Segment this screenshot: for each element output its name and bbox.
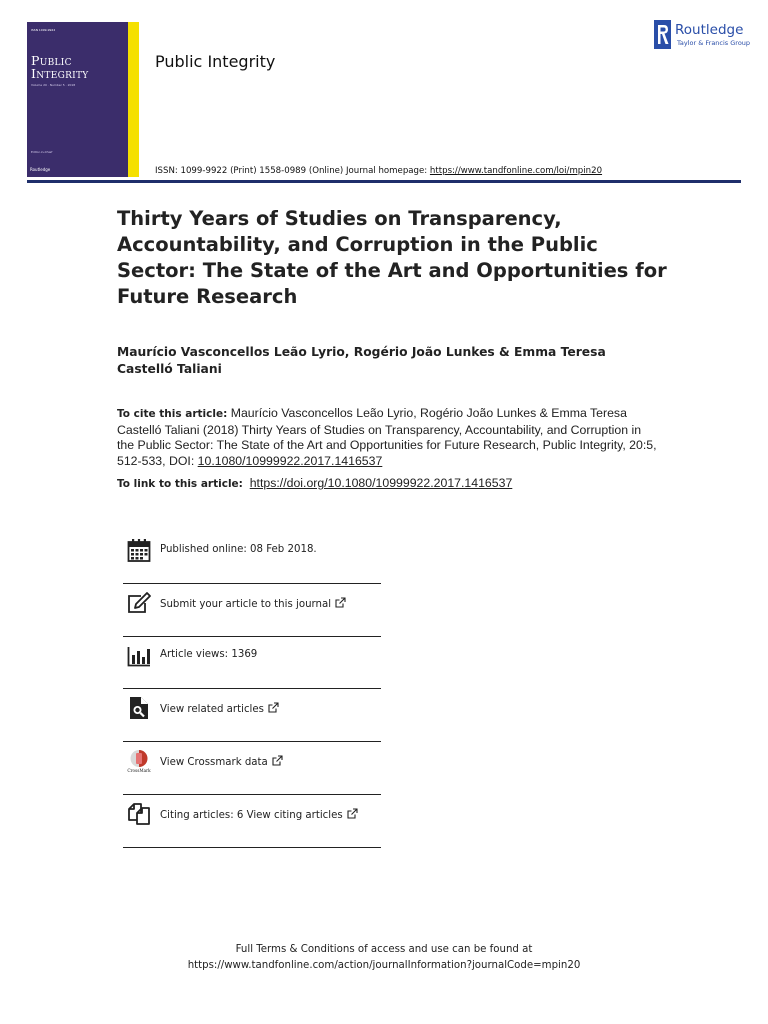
footer-terms-link[interactable]: https://www.tandfonline.com/action/journalInformation?journalCode=mpin20 xyxy=(187,960,581,971)
crossmark-logo-text: CrossMark xyxy=(127,768,151,773)
cover-title xyxy=(31,54,126,80)
crossmark-label: View Crossmark data xyxy=(160,757,268,768)
edit-icon xyxy=(127,591,151,615)
cover-top-text: ISSN 1099-9922 xyxy=(31,28,56,32)
cover-publisher-logo: Routledge xyxy=(30,167,51,172)
cover-sub-text: Volume 20 · Number 5 · 2018 xyxy=(31,83,76,87)
citing-articles-label: Citing articles: 6 View citing articles xyxy=(160,810,343,821)
related-articles-label: View related articles xyxy=(160,704,264,715)
issn-text: ISSN: 1099-9922 (Print) 1558-0989 (Online) Journal homepage: xyxy=(155,166,430,176)
article-title: Thirty Years of Studies on Transparency, Accountability, and Corruption in the Public Sector: The State of the Art and Opportunities for Future Research xyxy=(117,207,667,308)
article-views: Article views: 1369 xyxy=(160,649,258,660)
row-divider xyxy=(123,741,381,742)
views-row xyxy=(123,637,381,689)
citation-block xyxy=(117,406,657,469)
cover-editor-text: Editor-in-Chief xyxy=(31,150,53,154)
article-authors: Maurício Vasconcellos Leão Lyrio, Rogério João Lunkes & Emma Teresa Castelló Taliani xyxy=(117,345,606,376)
crossmark-link[interactable] xyxy=(160,755,283,768)
submit-article-label: Submit your article to this journal xyxy=(160,599,332,610)
cite-doi-link[interactable]: 10.1080/10999922.2017.1416537 xyxy=(197,453,383,468)
cover-title-line1: Public xyxy=(31,53,72,68)
published-row xyxy=(123,532,381,584)
bar-chart-icon xyxy=(127,643,151,667)
footer-line1: Full Terms & Conditions of access and use can be found at xyxy=(235,944,533,955)
routledge-logo-icon xyxy=(654,20,671,49)
header-divider xyxy=(27,180,741,183)
submit-row[interactable] xyxy=(123,585,381,637)
published-date: Published online: 08 Feb 2018. xyxy=(160,544,317,555)
row-divider xyxy=(123,688,381,689)
external-link-icon xyxy=(268,702,279,713)
related-articles-link[interactable] xyxy=(160,702,279,715)
cite-label: To cite this article: xyxy=(117,408,228,420)
related-row[interactable] xyxy=(123,690,381,742)
cite-text: Maurício Vasconcellos Leão Lyrio, Rogério João Lunkes & Emma Teresa Castelló Taliani (2018) Thirty Years of Studies on Transparency, Accountability, and Corruption in the Public Sector: The State of the Art and Opportunities for Future Research, Public Integrity, 20:5, 512-533, DOI: xyxy=(117,406,657,468)
row-divider xyxy=(123,583,381,584)
row-divider xyxy=(123,794,381,795)
external-link-icon xyxy=(347,808,358,819)
calendar-icon xyxy=(127,538,151,562)
external-link-icon xyxy=(335,597,346,608)
crossmark-icon xyxy=(127,749,151,773)
citing-articles-link[interactable] xyxy=(160,808,358,821)
publisher-subtitle: Taylor & Francis Group xyxy=(677,39,751,47)
citing-row[interactable] xyxy=(123,796,381,848)
article-doi-link[interactable]: https://doi.org/10.1080/10999922.2017.1416537 xyxy=(249,476,513,490)
publisher-name: Routledge xyxy=(675,22,744,38)
issn-line xyxy=(155,166,602,176)
row-divider xyxy=(123,847,381,848)
document-search-icon xyxy=(127,696,151,720)
terms-footer xyxy=(134,942,634,974)
citing-articles-icon xyxy=(127,802,151,826)
journal-homepage-link[interactable]: https://www.tandfonline.com/loi/mpin20 xyxy=(429,166,603,176)
link-label: To link to this article: xyxy=(117,478,243,490)
external-link-icon xyxy=(272,755,283,766)
journal-cover-stripe xyxy=(128,22,139,177)
journal-name: Public Integrity xyxy=(155,52,276,71)
crossmark-row[interactable] xyxy=(123,743,381,795)
cover-title-line2: Integrity xyxy=(31,66,89,81)
submit-article-link[interactable] xyxy=(160,597,346,610)
article-link-block xyxy=(117,476,677,490)
